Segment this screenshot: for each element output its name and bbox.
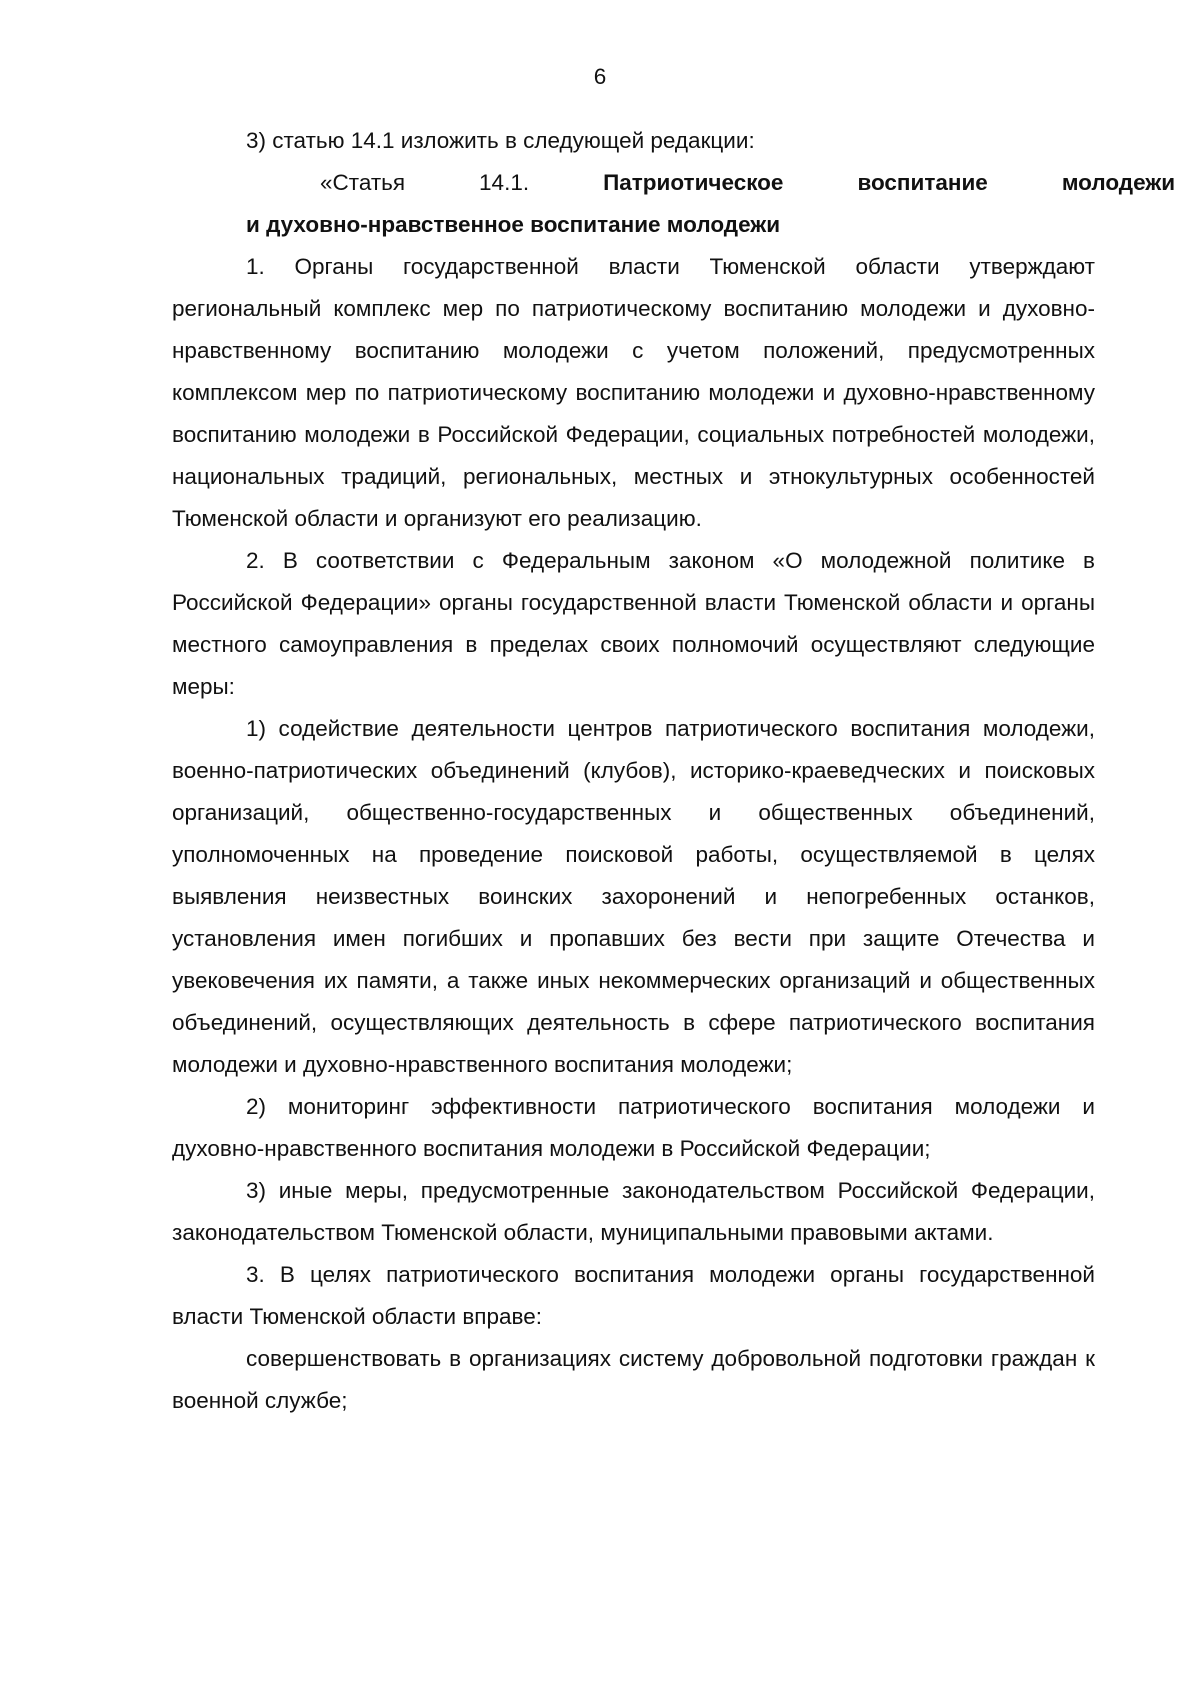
article-heading (172, 162, 1176, 246)
document-body (172, 120, 1176, 1422)
article-number: 14.1. (479, 170, 530, 195)
article-title-word-1: Патриотическое (603, 170, 784, 195)
article-prefix: «Статья (320, 170, 406, 195)
paragraph-5: 3) иные меры, предусмотренные законодательством Российской Федерации, законодательством Тюменской области, муниципальными правовыми актами. (172, 1178, 1095, 1245)
article-title-word-2: воспитание (857, 170, 988, 195)
paragraph-3: 1) содействие деятельности центров патриотического воспитания молодежи, военно-патриотических объединений (клубов), историко-краеведческих и поисковых организаций, общественно-государственных и общественных объединений, уполномоченных на проведение поисковой работы, осуществляемой в целях выявления неизвестных воинских захоронений и непогребенных останков, установления имен погибших и пропавших без вести при защите Отечества и увековечения их памяти, а также иных некоммерческих организаций и общественных объединений, осуществляющих деятельность в сфере патриотического воспитания молодежи и духовно-нравственного воспитания молодежи; (172, 716, 1095, 1077)
article-heading-first-line (246, 162, 1176, 204)
paragraph-1: 1. Органы государственной власти Тюменской области утверждают региональный комплекс мер по патриотическому воспитанию молодежи и духовно-нравственному воспитанию молодежи с учетом положений, предусмотренных комплексом мер по патриотическому воспитанию молодежи и духовно-нравственному воспитанию молодежи в Российской Федерации, социальных потребностей молодежи, национальных традиций, региональных, местных и этнокультурных особенностей Тюменской области и организуют его реализацию. (172, 254, 1095, 531)
paragraph-2: 2. В соответствии с Федеральным законом «О молодежной политике в Российской Федерации» органы государственной власти Тюменской области и органы местного самоуправления в пределах своих полномочий осуществляют следующие меры: (172, 548, 1095, 699)
paragraph-6: 3. В целях патриотического воспитания молодежи органы государственной власти Тюменской области вправе: (172, 1262, 1095, 1329)
intro-paragraph: 3) статью 14.1 изложить в следующей редакции: (246, 128, 755, 153)
paragraph-4: 2) мониторинг эффективности патриотического воспитания молодежи и духовно-нравственного воспитания молодежи в Российской Федерации; (172, 1094, 1095, 1161)
article-title-line-2: и духовно-нравственное воспитание молодежи (246, 212, 781, 237)
article-title-word-3: молодежи (1061, 170, 1176, 195)
paragraph-7: совершенствовать в организациях систему добровольной подготовки граждан к военной службе; (172, 1346, 1095, 1413)
page-number: 6 (593, 64, 607, 89)
